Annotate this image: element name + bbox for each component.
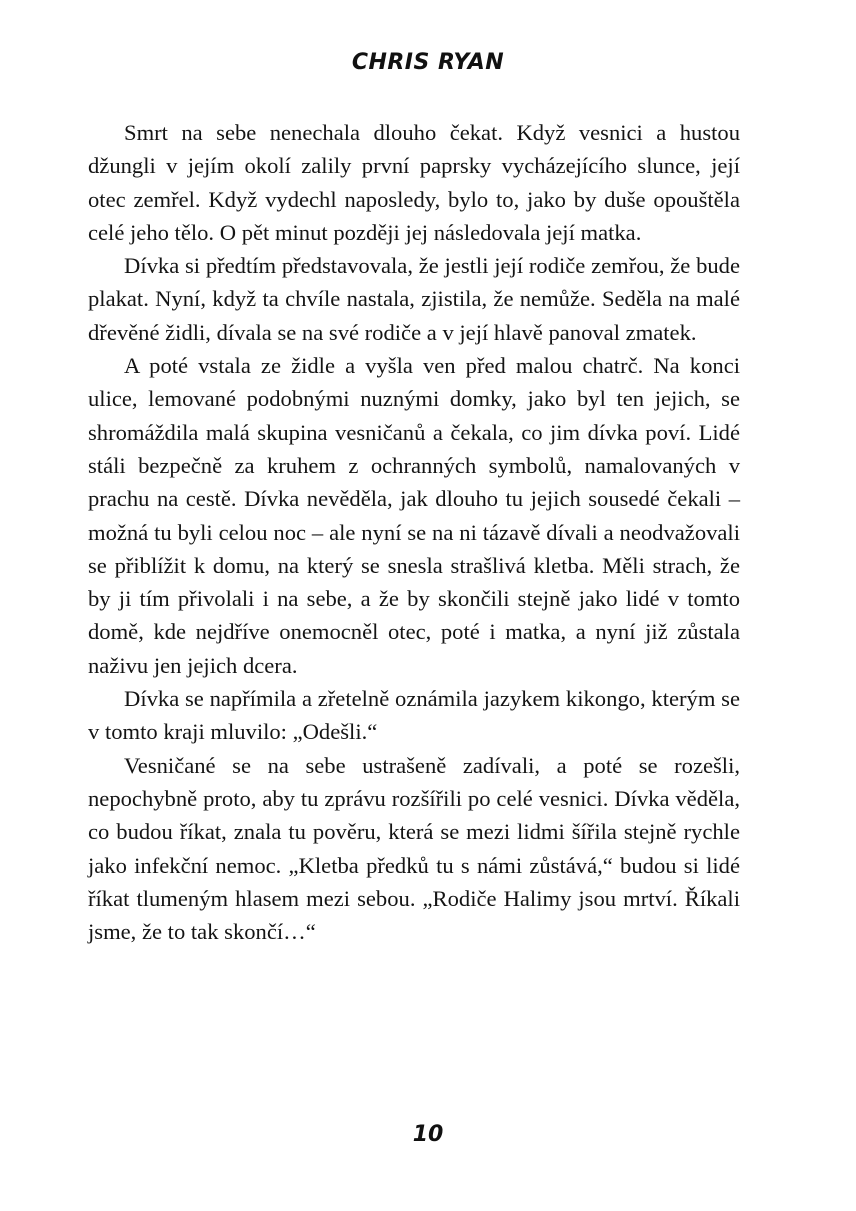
paragraph: Dívka se napřímila a zřetelně oznámila jazykem kikongo, kterým se v tomto kraji mluvilo: „Odešli.“	[88, 686, 740, 745]
paragraph: Dívka si předtím představovala, že jestli její rodiče zemřou, že bude plakat. Nyní, když ta chvíle nastala, zjistila, že nemůže. Seděla na malé dřevěné židli, dívala se na své rodiče a v její hlavě panoval zmatek.	[88, 253, 740, 345]
body-text	[88, 116, 740, 948]
paragraph: Vesničané se na sebe ustrašeně zadívali, a poté se rozešli, nepochybně proto, aby tu zprávu rozšířili po celé vesnici. Dívka věděla, co budou říkat, znala tu pověru, která se mezi lidmi šířila stejně rychle jako infekční nemoc. „Kletba předků tu s námi zůstává,“ budou si lidé říkat tlumeným hlasem mezi sebou. „Rodiče Halimy jsou mrtví. Říkali jsme, že to tak skončí…“	[88, 752, 740, 945]
running-head-author: CHRIS RYAN	[351, 50, 505, 75]
paragraph: Smrt na sebe nenechala dlouho čekat. Když vesnici a hustou džungli v jejím okolí zalily první paprsky vycházejícího slunce, její otec zemřel. Když vydechl naposledy, bylo to, jako by duše opouštěla celé jeho tělo. O pět minut později jej následovala její matka.	[88, 120, 740, 245]
paragraph: A poté vstala ze židle a vyšla ven před malou chatrč. Na konci ulice, lemované podobnými nuznými domky, jako byl ten jejich, se shromáždila malá skupina vesničanů a čekala, co jim dívka poví. Lidé stáli bezpečně za kruhem z ochranných symbolů, namalovaných v prachu na cestě. Dívka nevěděla, jak dlouho tu jejich sousedé čekali – možná tu byli celou noc – ale nyní se na ni tázavě dívali a neodvažovali se přiblížit k domu, na který se snesla strašlivá kletba. Měli strach, že by ji tím přivolali i na sebe, a že by skončili stejně jako lidé v tomto domě, kde nejdříve onemocněl otec, poté i matka, a nyní již zůstala naživu jen jejich dcera.	[88, 353, 740, 678]
page-number: 10	[412, 1122, 444, 1147]
